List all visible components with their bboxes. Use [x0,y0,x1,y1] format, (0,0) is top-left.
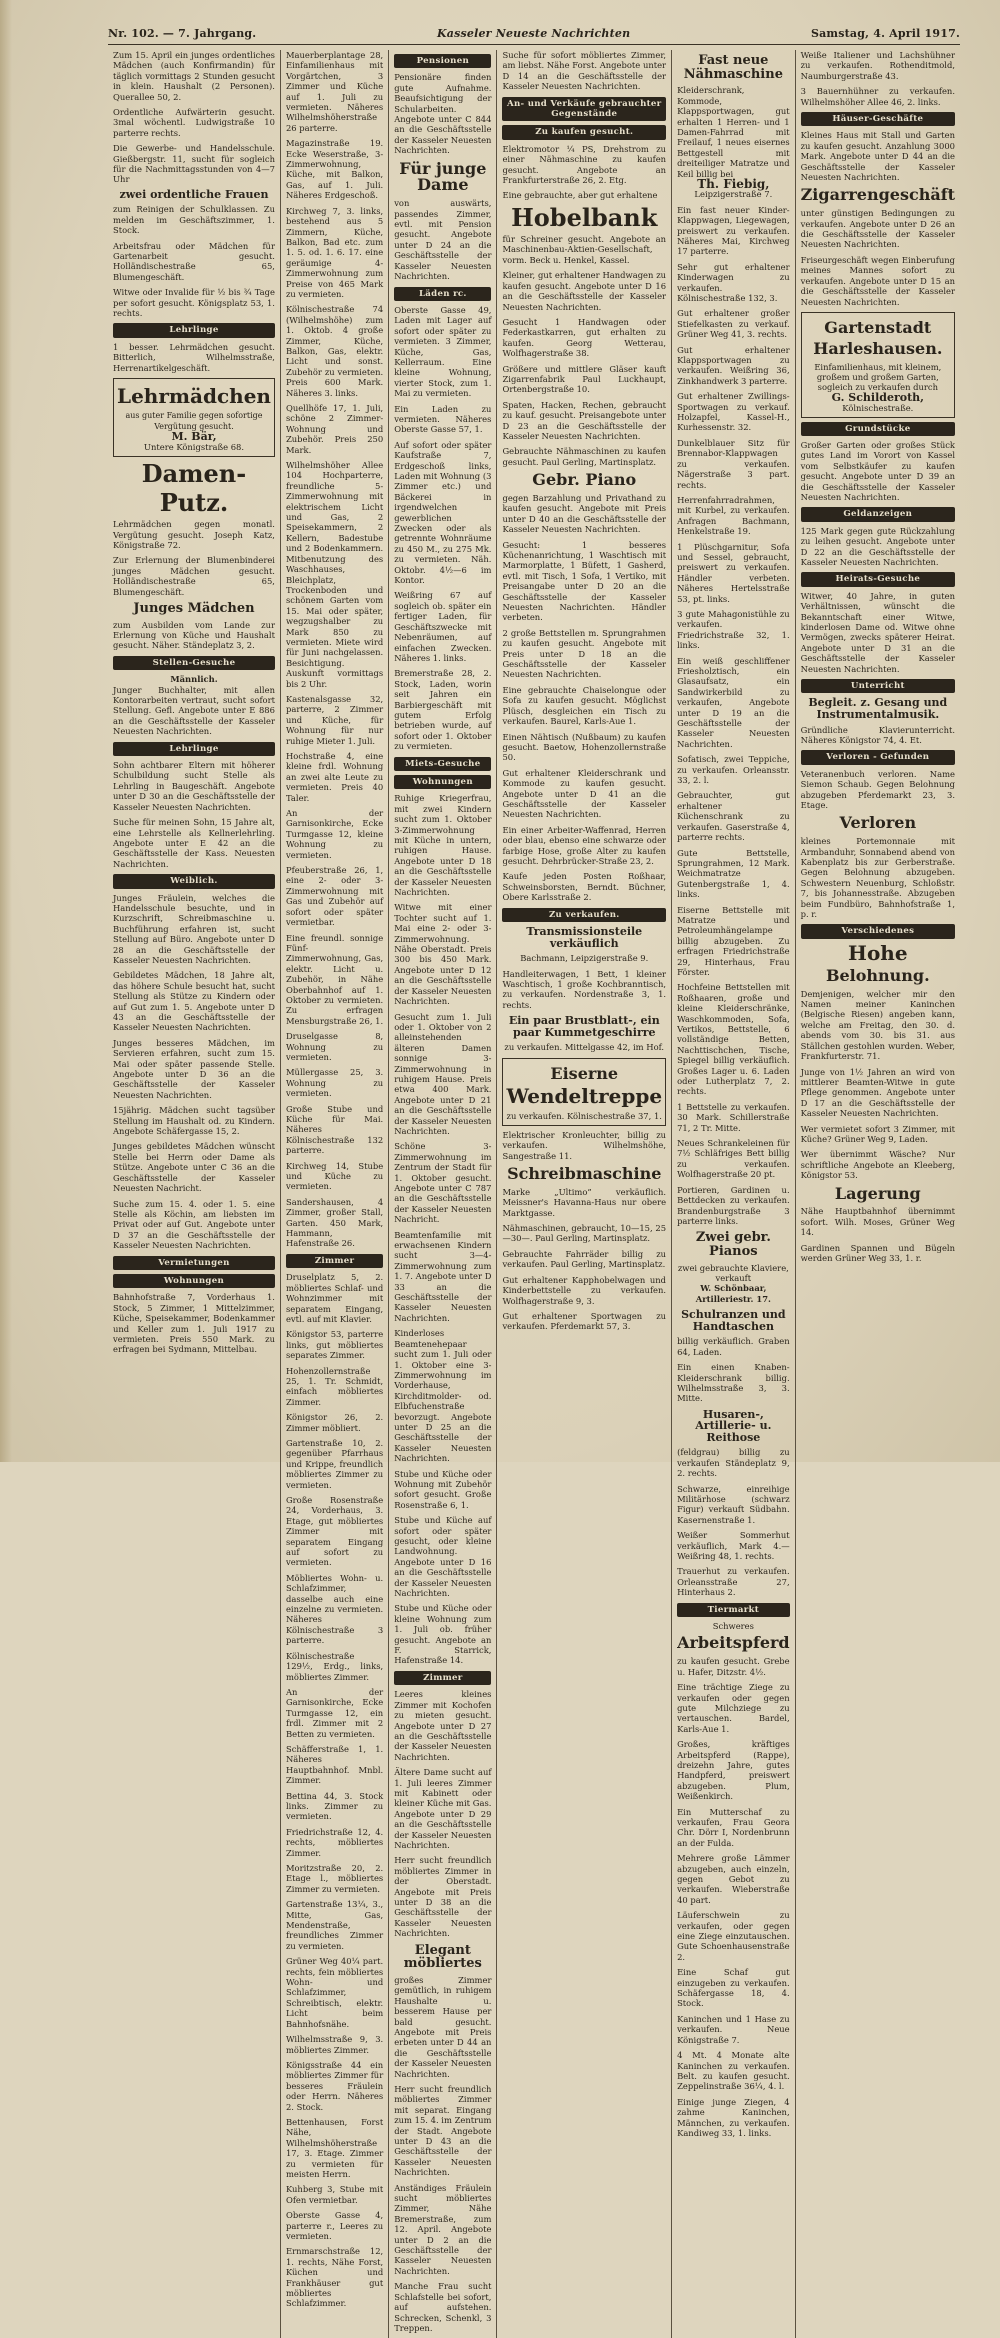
classified-ad: Eine freundl. sonnige Fünf-Zimmerwohnung, Gas, elektr. Licht u. Zubehör, in Nähe Oberbahnhof auf 1. Oktober zu vermieten. Zu erfragen Mensburgstraße 26, 1. [285,932,384,1026]
ad-headline: Lagerung [834,1183,921,1203]
ad-headline: Wendeltreppe [506,1084,663,1109]
ad-headline: zwei ordentliche Frauen [119,187,269,201]
classified-ad: Gartenstraße 13¼, 3., Mitte, Gas, Mendenstraße, freundliches Zimmer zu vermieten. [285,1899,384,1951]
classified-ad: Kirchweg 14, Stube und Küche zu vermieten. [285,1160,384,1192]
classified-ad: Hochstraße 4, eine kleine frdl. Wohnung an zwei alte Leute zu vermieten. Preis 40 Taler. [285,751,384,803]
classified-ad: Bettenhausen, Forst Nähe, Wilhelmshöherstraße 17, 3. Etage. Zimmer zu vermieten für meisten Herrn. [285,2116,384,2179]
column-5 [672,50,796,2338]
classified-ad: Gebrauchte Fahrräder billig zu verkaufen. Paul Gerling, Martinsplatz. [502,1248,667,1270]
classified-ad: Gartenstraße 10, 2. gegenüber Pfarrhaus und Krippe, freundlich möbliertes Zimmer zu vermieten. [285,1437,384,1490]
section-header-lehrlinge: Lehrlinge [113,323,275,337]
ad-headline: Für junge Dame [399,158,487,195]
section-header-geldanzeigen: Geldanzeigen [801,507,955,521]
classified-ad: Suche zum 15. 4. oder 1. 5. eine Stelle als Köchin, am liebsten im Privat oder auf Gut. Angebote unter D 37 an die Geschäftsstelle der Kasseler Neuesten Nachrichten. [113,1198,275,1251]
classified-ad: Ruhige Kriegerfrau, mit zwei Kindern sucht zum 1. Oktober 3-Zimmerwohnung mit Küche in untern, ruhigen Hause. Angebote unter D 18 an die Geschäftsstelle der Kasseler Neuesten Nachrichten. [394,793,492,898]
classified-ad: Gut erhaltener Sportwagen zu verkaufen. Pferdemarkt 57, 3. [502,1310,667,1332]
classified-ad: Läuferschwein zu verkaufen, oder gegen eine Ziege einzutauschen. Gute Schoenhausenstraße 2. [677,1910,790,1962]
ad-headline: Fast neue Nähmaschine [683,53,783,82]
classified-ad: 3 Bauernhühner zu verkaufen. Wilhelmshöher Allee 46, 2. links. [800,86,955,107]
classified-ad-boxed: Lehrmädchen aus guter Familie gegen sofortige Vergütung gesucht. M. Bär, Untere Königstraße 68. [113,378,275,457]
classified-ad: Junges besseres Mädchen, im Servieren erfahren, sucht zum 15. Mai oder später passende Stelle. Angebote unter D 36 an die Geschäftsstelle der Kasseler Neuesten Nachrichten. [113,1037,275,1100]
classified-ad: Schöne 3-Zimmerwohnung im Zentrum der Stadt für 1. Oktober gesucht. Angebote unter C 787 an die Geschäftsstelle der Kasseler Neuesten Nachricht. [394,1141,492,1225]
classified-ad: Lagerung Nähe Hauptbahnhof übernimmt sofort. Wilh. Moses, Grüner Weg 14. [800,1183,955,1238]
classified-ad: Kölnischestraße 74 (Wilhelmshöhe) zum 1. Oktob. 4 große Zimmer, Küche, Balkon, Gas, elektr. Licht und sonst. Zubehör zu vermieten. Preis 600 Mark. Näheres 3. links. [285,304,384,398]
ad-headline: Zwei gebr. Pianos [695,1230,771,1259]
classified-ad: Gute Bettstelle, Sprungrahmen, 12 Mark. Weichmatratze Gutenbergstraße 1, 4. links. [677,847,790,900]
section-header-vermietungen: Vermietungen [113,1256,275,1270]
classified-ad: Gesucht: 1 besseres Küchenanrichtung, 1 Waschtisch mit Marmorplatte, 1 Büfett, 1 Gasherd, evtl. mit Tisch, 1 Sofa, 1 Vertiko, mit Preisangabe unter D 20 an die Geschäftsstelle der Kasseler Neuesten Nachrichten. Händler verbeten. [502,539,667,623]
classified-ad: Ernmarschstraße 12, 1. rechts, Nähe Forst, Küchen und Frankhäuser gut möbliertes Schlafzimmer. [285,2246,384,2309]
classified-ad: Pfeuberstraße 26, 1, eine 2- oder 3-Zimmerwohnung mit Gas und Zubehör auf sofort oder später vermietbar. [285,865,384,928]
classified-ad: Gebildetes Mädchen, 18 Jahre alt, das höhere Schule besucht hat, sucht Stellung als Stütze zu Kindern oder auf Gut zum 1. 5. Angebote unter D 43 an die Geschäftsstelle der Kasseler Neuesten Nachrichten. [113,970,275,1033]
classified-ad: Mehrere große Lämmer abzugeben, auch einzeln, gegen Gebot zu verkaufen. Wieberstraße 40 part. [677,1853,790,1905]
ad-headline: Damen- [141,458,247,488]
classified-ad: Weiße Italiener und Lachshühner zu verkaufen. Rothenditmold, Naumburgerstraße 43. [800,50,955,81]
classified-ad: Ein einen Knaben-Kleiderschrank billig. Wilhelmsstraße 3, 3. Mitte. [677,1362,790,1404]
classified-ad: Suche für sofort möbliertes Zimmer, am liebst. Nähe Forst. Angebote unter D 14 an die Geschäftsstelle der Kasseler Neuesten Nachrichten. [502,50,667,92]
classified-ad: Neues Schrankeleinen für 7½ Schläfriges Bett billig zu verkaufen. Wolfhagerstraße 20 pt. [677,1138,790,1180]
classified-ad: Königsstraße 44 ein möbliertes Zimmer für besseres Fräulein oder Herrn. Näheres 2. Stock. [285,2059,384,2112]
classified-ad: Junger Buchhalter, mit allen Kontorarbeiten vertraut, sucht sofort Stellung. Gefl. Angebote unter E 886 an die Geschäftsstelle der Kasseler Neuesten Nachrichten. [113,684,275,737]
classified-ad: Junges Fräulein, welches die Handelsschule besuchte, und in Kurzschrift, Schreibmaschine u. Buchführung erfahren ist, sucht Stellung auf Büro. Angebote unter D 28 an die Geschäftsstelle der Kasseler Neuesten Nachrichten. [113,892,275,965]
classified-ad: Grüner Weg 40¼ part. rechts, fein möbliertes Wohn- und Schlafzimmer, Schreibtisch, elektr. Licht beim Bahnhofsnähe. [285,1956,384,2029]
classified-ad: Zur Erlernung der Blumenbinderei junges Mädchen gesucht. Holländischestraße 65, Blumengeschäft. [113,555,275,597]
classified-ad: Sofatisch, zwei Teppiche, zu verkaufen. Orleansstr. 33, 2. l. [677,754,790,786]
classified-ad: Beamtenfamilie mit erwachsenen Kindern sucht 3—4-Zimmerwohnung zum 1. 7. Angebote unter D 33 an die Geschäftsstelle der Kasseler Neuesten Nachrichten. [394,1229,492,1323]
classified-ad: Eine gebrauchte Chaiselongue oder Sofa zu kaufen gesucht. Möglichst Plüsch, desgleichen ein Tisch zu verkaufen. Baurel, Karls-Aue 1. [502,684,667,727]
classified-ad: Königstor 26, 2. Zimmer möbliert. [285,1412,384,1433]
classified-ad: Gut erhaltener Kleiderschrank und Kommode zu kaufen gesucht. Angebote unter D 41 an die Geschäftsstelle der Kasseler Neuesten Nachrichten. [502,767,667,820]
classified-ad: Schwarze, einreihige Militärhose (schwarz Figur) verkauft Südbahn. Kasernenstraße 1. [677,1483,790,1525]
classified-ad: Möbliertes Wohn- u. Schlafzimmer, dasselbe auch eine einzelne zu vermieten. Näheres Kölnischestraße 3 parterre. [285,1572,384,1646]
classified-ad: Dunkelblauer Sitz für Brennabor-Klappwagen zu verkaufen. Nägerstraße 3 part. rechts. [677,437,790,490]
classified-ad: Bremerstraße 28, 2. Stock, Laden, worin seit Jahren ein Barbiergeschäft mit gutem Erfolg betrieben wurde, auf sofort oder 1. Oktober zu vermieten. [394,668,492,752]
ad-headline: Elegant möbliertes [403,1942,482,1972]
classified-ad: Ein weiß geschliffener Friesholztisch, ein Glasaufsatz, ein Sandwirkerbild zu verkaufen, Angebote unter D 19 an die Geschäftsstelle der Kasseler Neuesten Nachrichten. [677,655,790,749]
ad-headline: Hobelbank [511,202,658,232]
classified-ad: An der Garnisonkirche, Ecke Turmgasse 12, kleine Wohnung zu vermieten. [285,808,384,860]
classified-ad: Witwe oder Invalide für ½ bis ¾ Tage per sofort gesucht. Königsplatz 53, 1. rechts. [113,287,275,319]
ad-headline: Gartenstadt [824,317,932,337]
classified-ad: Elektromotor ¼ PS, Drehstrom zu einer Nähmaschine zu kaufen gesucht. Angebote an Frankfurterstraße 26, 2. Etg. [502,143,667,186]
classified-ad: Weißer Sommerhut verkäuflich, Mark 4.— Weißring 48, 1. rechts. [677,1530,790,1562]
ad-headline: Hohe [848,940,908,965]
classified-ad-boxed: Eiserne Wendeltreppe zu verkaufen. Kölnischestraße 37, 1. [502,1058,666,1126]
classified-ad: Einen Nähtisch (Nußbaum) zu kaufen gesucht. Baetow, Hohenzollernstraße 50. [502,731,667,763]
ad-headline: Schreibmaschine [507,1164,662,1184]
section-header-an-und-verkaeufe: An- und Verkäufe gebrauchter Gegenstände [502,97,666,122]
issue-number: Nr. 102. — 7. Jahrgang. [108,26,257,40]
classified-ad: Ältere Dame sucht auf 1. Juli leeres Zimmer mit Kabinett oder kleiner Küche mit Gas. Angebote unter D 29 an die Geschäftsstelle der Kasseler Neuesten Nachrichten. [394,1767,492,1850]
section-header-stellen-gesuche: Stellen-Gesuche [113,656,275,670]
classified-ad: Begleit. z. Gesang und Instrumentalmusik. Gründliche Klavierunterricht. Näheres Königstor 74, 4. Et. [800,696,955,745]
classified-ad: Schreibmaschine Marke „Ultimo” verkäuflich. Meissner's Havanna-Haus nur obere Marktgasse. [502,1164,667,1218]
classified-ad: Ein Mutterschaf zu verkaufen, Frau Geora Chr. Dörr I, Nordenbrunn an der Fulda. [677,1806,790,1848]
classified-ad: Elegant möbliertes großes Zimmer gemütlich, in ruhigem Haushalte u. besserem Hause per bald gesucht. Angebote mit Preis erbeten unter D 44 an die Geschäftsstelle der Kasseler Neuesten Nachrichten. [394,1942,492,2079]
classified-ad: Gut erhaltener Klappsportwagen zu verkaufen. Weißring 36, Zinkhandwerk 3 parterre. [677,344,790,386]
column-3 [389,50,497,2338]
classified-ad: Herr sucht freundlich möbliertes Zimmer in der Oberstadt. Angebote mit Preis unter D 38 an die Geschäftsstelle der Kasseler Neuesten Nachrichten. [394,1855,492,1939]
classified-ad: Junges gebildetes Mädchen wünscht Stelle bei Herrn oder Dame als Stütze. Angebote unter C 36 an die Geschäftsstelle der Kasseler Neuesten Nachricht. [113,1141,275,1194]
classified-ad: Schäfferstraße 1, 1. Näheres Hauptbahnhof. Mnbl. Zimmer. [285,1743,384,1786]
classified-ad: 2 große Bettstellen m. Sprungrahmen zu kaufen gesucht. Angebote mit Preis unter D 18 an die Geschäftsstelle der Kasseler Neuesten Nachrichten. [502,627,667,680]
classified-ad: Schulranzen und Handtaschen billig verkäuflich. Graben 64, Laden. [677,1308,790,1357]
classified-ad: Königstor 53, parterre links, gut möbliertes separates Zimmer. [285,1329,384,1361]
masthead [108,22,960,45]
section-header-wohnungen: Wohnungen [113,1274,275,1288]
ad-headline: Begleit. z. Gesang und Instrumentalmusik. [808,696,948,722]
classified-ad: Druselplatz 5, 2. möbliertes Schlaf- und Wohnzimmer mit separatem Eingang, evtl. auf mit Klavier. [285,1272,384,1324]
ad-headline: Eiserne [550,1063,619,1083]
classified-ad: Handleiterwagen, 1 Bett, 1 kleiner Waschtisch, 1 große Kochbranntisch, zu verkaufen. Nordenstraße 3, 1. rechts. [502,968,667,1010]
classified-ad: Hohe Belohnung. Demjenigen, welcher mir den Namen meiner Kaninchen (Belgische Riesen) angeben kann, welche am Freitag, den 30. d. abends vom 30. bis 31. aus Ställchen gestohlen wurden. Weber, Frankfurterstr. 71. [800,940,955,1062]
classified-ad: Weißring 67 auf sogleich ob. später ein fertiger Laden, für Geschäftszwecke mit Nebenräumen, auf einfachen Zwecken. Näheres 1. links. [394,590,492,663]
classified-ad: Junges Mädchen zum Ausbilden vom Lande zur Erlernung von Küche und Haushalt gesucht. Näher. Ständeplatz 3, 2. [113,600,275,651]
classified-ad: Großes, kräftiges Arbeitspferd (Rappe), dreizehn Jahre, gutes Handpferd, preiswert abzugeben. Plum, Weißenkirch. [677,1739,790,1802]
classified-ad: Magazinstraße 19. Ecke Weserstraße, 3-Zimmerwohnung, Küche, mit Balkon, Gas, auf 1. Juli. Näheres Erdgeschoß. [285,138,384,201]
classified-ad: Zigarrengeschäft unter günstigen Bedingungen zu verkaufen. Angebote unter D 26 an die Geschäftsstelle der Kasseler Neuesten Nachrichten. [800,185,955,250]
classified-ad: Oberste Gasse 49, Laden mit Lager auf sofort oder später zu vermieten. 3 Zimmer, Küche, Gas, Kellerraum. Eine kleine Wohnung, vierter Stock, zum 1. Mai zu vermieten. [394,304,492,399]
classified-ad: Kleiner, gut erhaltener Handwagen zu kaufen gesucht. Angebote unter D 16 an die Geschäftsstelle der Kasseler Neuesten Nachrichten. [502,270,667,312]
classified-ad: Sandershausen, 4 Zimmer, großer Stall, Garten. 450 Mark, Hammann, Hafenstraße 26. [285,1196,384,1249]
classified-ad: Quellhöfe 17, 1. Juli, schöne 2 Zimmer-Wohnung und Zubehör. Preis 250 Mark. [285,403,384,455]
column-1 [108,50,281,2338]
classified-ad: Junge von 1½ Jahren an wird von mittlerer Beamten-Witwe in gute Pflege genommen. Angebote unter D 17 an die Geschäftsstelle der Kasseler Neuesten Nachrichten. [800,1066,955,1119]
section-header-lehrlinge-2: Lehrlinge [113,742,275,756]
classified-ad: Bettina 44, 3. Stock links. Zimmer zu vermieten. [285,1790,384,1822]
section-header-weiblich: Weiblich. [113,874,275,888]
column-6 [796,50,960,2338]
classified-ad: Fast neue Nähmaschine Kleiderschrank, Kommode, Klappsportwagen, gut erhalten 1 Herren- und 1 Damen-Fahrrad mit Freilauf, 1 neues eisernes Bettgestell mit dreiteiliger Matratze und Keil billig bei Th. Fiebig, Leipzigerstraße 7. [677,53,790,200]
classified-ad: Hochfeine Bettstellen mit Roßhaaren, große und kleine Kleiderschränke, Waschkommoden, Sofa, Vertikos, Bettstelle, 6 vollständige Betten, Nachttischchen, Tische, Spiegel billig verkäuflich. Großes Lager u. 6. Laden oder Lutherplatz 7, 2. rechts. [677,982,790,1097]
classified-ad: Ein paar Brustblatt-, ein paar Kummetgeschirre zu verkaufen. Mittelgasse 42, im Hof. [504,1014,665,1053]
classified-ad: An der Garnisonkirche, Ecke Turmgasse 12, ein frdl. Zimmer mit 2 Betten zu vermieten. [285,1686,384,1739]
classified-ad: Spaten, Hacken, Rechen, gebraucht zu kauf. gesucht. Preisangebote unter D 23 an die Geschäftsstelle der Kasseler Neuesten Nachrichten. [502,399,667,441]
classified-ad: Husaren-, Artillerie- u. Reithose (feldgrau) billig zu verkaufen Ständeplatz 9, 2. rechts. [677,1407,790,1479]
ad-headline: Zigarrengeschäft [800,185,955,205]
classified-ad: Leeres kleines Zimmer mit Kochofen zu mieten gesucht. Angebote unter D 27 an die Geschäftsstelle der Kasseler Neuesten Nachrichten. [394,1689,492,1762]
section-header-miets-gesuche: Miets-Gesuche [394,757,491,771]
classified-ad: Wilhelmshöher Allee 104 Hochparterre, freundliche 5-Zimmerwohnung mit elektrischem Licht und Gas, 2 Speisekammern, 2 Kellern, Badestube und 2 Bodenkammern. Mitbenutzung des Waschhauses, Bleichplatz, Trockenboden und schönem Garten vom 15. Mai oder später, wegzugshalber zu Mark 850 zu vermieten. Miete wird für Juni nachgelassen. Besichtigung. Auskunft vormittags bis 2 Uhr. [285,460,384,689]
classified-ad: Druselgasse 8, Wohnung zu vermieten. [285,1031,384,1062]
section-header-pensionen: Pensionen [394,54,491,68]
classified-ad: Wer übernimmt Wäsche? Nur schriftliche Angebote an Kleeberg, Königstor 53. [800,1149,955,1181]
classified-ad: Anständiges Fräulein sucht möbliertes Zimmer, Nähe Bremerstraße, zum 12. April. Angebote unter D 2 an die Geschäftsstelle der Kasseler Neuesten Nachrichten. [394,2182,492,2276]
classified-ad: Kastenalsgasse 32, parterre, 2 Zimmer und Küche, für Wohnung für nur ruhige Mieter 1. Juli. [285,693,384,746]
classified-ad: Ein einer Arbeiter-Waffenrad, Herren oder blau, ebenso eine schwarze oder farbige Hose, große Alter zu kaufen gesucht. Dehrbrücker-Straße 23, 2. [502,824,667,866]
classified-ad: Kleines Haus mit Stall und Garten zu kaufen gesucht. Anzahlung 3000 Mark. Angebote unter D 44 an die Geschäftsstelle der Kasseler Neuesten Nachrichten. [800,130,955,183]
ad-headline: Junges Mädchen [133,600,255,616]
section-header-verschiedenes: Verschiedenes [801,924,955,938]
classified-ad: Bahnhofstraße 7, Vorderhaus 1. Stock, 5 Zimmer, 1 Mittelzimmer, Küche, Speisekammer, Bodenkammer und Keller zum 1. Juli 1917 zu vermieten. Preis 550 Mark. zu erfragen bei Sydmann, Mittelbau. [113,1292,275,1355]
section-header-zimmer: Zimmer [286,1254,383,1268]
classified-ad: Großer Garten oder großes Stück gutes Land im Vorort von Kassel vom Selbstkäufer zu kaufen gesucht. Angebote unter D 39 an die Geschäftsstelle der Kasseler Neuesten Nachrichten. [800,439,955,502]
subsection-header: Männlich. [170,674,218,685]
ad-headline: Harleshausen. [813,338,943,358]
classified-ad: Auf sofort oder später Kaufstraße 7, Erdgeschoß links, Laden mit Wohnung (3 Zimmer etc.) und Bäckerei in irgendwelchen gewerblichen Zwecken oder als getrennte Wohnräume zu 450 M., zu 275 Mk. zu vermieten. Näh. Oktobr. 4½—6 im Kontor. [394,439,492,586]
classified-ad: Kaninchen und 1 Hase zu verkaufen. Neue Königstraße 7. [677,2013,790,2045]
classified-ad: Wer vermietet sofort 3 Zimmer, mit Küche? Grüner Weg 9, Laden. [800,1123,955,1144]
classified-ad: 1 Plüschgarnitur, Sofa und Sessel, gebraucht, preiswert zu verkaufen. Händler verbeten. Näheres Hertelsstraße 53, pt. links. [677,541,790,604]
classified-ad: Mauerberplantage 28, Einfamilienhaus mit Vorgärtchen, 3 Zimmer und Küche auf 1. Juli zu vermieten. Näheres Wilhelmshöherstraße 26 parterre. [285,50,384,133]
classified-ad: Witwer, 40 Jahre, in guten Verhältnissen, wünscht die Bekanntschaft einer Witwe, kinderlosen Dame od. Witwe ohne Vermögen, zwecks späterer Heirat. Angebote unter D 31 an die Geschäftsstelle der Kasseler Neuesten Nachrichten. [800,590,955,674]
classified-ad: Gut erhaltener Kapphobelwagen und Kinderbettstelle zu verkaufen. Wolfhagerstraße 9, 3. [502,1274,667,1306]
classified-ad: Veteranenbuch verloren. Name Siemon Schaub. Gegen Belohnung abzugeben Pferdemarkt 23, 3. Etage. [800,768,955,811]
classified-ad: Elektrischer Kronleuchter, billig zu verkaufen. Wilhelmshöhe, Sangestraße 11. [502,1129,667,1161]
classified-ad: Eiserne Bettstelle mit Matratze und Petroleumhängelampe billig abzugeben. Zu erfragen Friedrichstraße 29, Hinterhaus, Frau Förster. [677,904,790,977]
classified-ad: Die Gewerbe- und Handelsschule. Gießbergstr. 11, sucht für sogleich für die Nachmittagsstunden von 4—7 Uhr zwei ordentliche Frauen zum Reinigen der Schulklassen. Zu melden im Geschäftszimmer, 1. Stock. [113,143,275,236]
classified-ad: Eine trächtige Ziege zu verkaufen oder gegen gute Milchziege zu vertauschen. Bardel, Karls-Aue 1. [677,1682,790,1734]
classified-ad: 125 Mark gegen gute Rückzahlung zu leihen gesucht. Angebote unter D 22 an die Geschäftsstelle der Kasseler Neuesten Nachrichten. [800,525,955,568]
section-header-grundstuecke: Grundstücke [801,422,955,436]
classified-ad: Für junge Dame von auswärts, passendes Zimmer, evtl. mit Pension gesucht. Angebote unter D 24 an die Geschäftsstelle der Kasseler Neuesten Nachrichten. [394,158,492,282]
column-4 [497,50,672,2338]
classified-ad: Moritzstraße 20, 2. Etage l., möbliertes Zimmer zu vermieten. [285,1863,384,1894]
classified-ad: Friseurgeschäft wegen Einberufung meines Mannes sofort zu verkaufen. Angebote unter D 15 an die Geschäftsstelle der Kasseler Neuesten Nachrichten. [800,254,955,307]
classified-ad: Gebrauchte Nähmaschinen zu kaufen gesucht. Paul Gerling, Martinsplatz. [502,446,667,467]
classified-ad: Portieren, Gardinen u. Bettdecken zu verkaufen. Brandenburgstraße 3 parterre links. [677,1184,790,1226]
section-header-verloren-gefunden: Verloren - Gefunden [801,750,955,764]
classified-ad: Sehr gut erhaltener Kinderwagen zu verkaufen. Kölnischestraße 132, 3. [677,261,790,303]
classified-ad: Trauerhut zu verkaufen. Orleansstraße 27, Hinterhaus 2. [677,1566,790,1598]
ad-headline: Belohnung. [825,965,930,985]
classified-ad: Stube und Küche oder Wohnung mit Zubehör sofort gesucht. Große Rosenstraße 6, 1. [394,1468,492,1510]
classified-ad: Schweres Arbeitspferd zu kaufen gesucht. Grebe u. Hafer, Ditzstr. 4½. [677,1621,790,1677]
classified-ad: Gardinen Spannen und Bügeln werden Grüner Weg 33, 1. r. [800,1242,955,1263]
classified-ad: Gebr. Piano gegen Barzahlung und Privathand zu kaufen gesucht. Angebote mit Preis unter D 40 an die Geschäftsstelle der Kasseler Neuesten Nachrichten. [502,470,667,535]
ad-headline: Schulranzen und Handtaschen [681,1308,786,1333]
classified-ad: Ein fast neuer Kinder-Klappwagen, Liegewagen, preiswert zu verkaufen. Näheres Mai, Kirchweg 17 parterre. [677,204,790,257]
ad-headline: Putz. [159,487,229,517]
classified-ad: Gut erhaltener großer Stiefelkasten zu verkauf. Grüner Weg 41, 3. rechts. [677,308,790,340]
classified-ad: 1 besser. Lehrmädchen gesucht. Bitterlich, Wilhelmsstraße, Herrenartikelgeschäft. [113,341,275,373]
classified-ad: Zwei gebr. Pianos zwei gebrauchte Klaviere, verkauft W. Schönbaar, Artilleriestr. 17. [677,1230,789,1304]
classified-ad: Hohenzollernstraße 25, 1. Tr. Schmidt, einfach möbliertes Zimmer. [285,1365,384,1407]
classified-ad: 1 Bettstelle zu verkaufen. 30 Mark. Schillerstraße 71, 2 Tr. Mitte. [677,1101,790,1133]
ad-headline: Lehrmädchen [117,384,271,409]
section-header-laeden: Läden rc. [394,287,491,301]
classified-ad: Sohn achtbarer Eltern mit höherer Schulbildung sucht Stelle als Lehrling in Baugeschäft. Angebote unter D 30 an die Geschäftsstelle der Kasseler Neuesten Nachrichten. [113,760,275,812]
classified-ad: Einige junge Ziegen, 4 zahme Kaninchen, Männchen, zu verkaufen. Kandiweg 33, 1. links. [677,2096,790,2138]
classified-ad: Verloren kleines Portemonnaie mit Armbanduhr, Sonnabend abend von Kabenplatz bis zur Gerberstraße. Gegen Belohnung abzugeben. Schwestern Neuenburg, Schloßstr. 7, bis Johannesstraße. Abzugeben beim Fundbüro, Bahnhofstraße 1, p. r. [800,813,955,920]
classified-ad: Suche für meinen Sohn, 15 Jahre alt, eine Lehrstelle als Kellnerlehrling. Angebote unter E 42 an die Geschäftsstelle der Kass. Neuesten Nachrichten. [113,817,275,869]
classified-ad: Damen- Putz. Lehrmädchen gegen monatl. Vergütung gesucht. Joseph Katz, Königstraße 72. [113,458,275,550]
classified-ad: Gesucht zum 1. Juli oder 1. Oktober von 2 alleinstehenden älteren Damen sonnige 3-Zimmerwohnung in ruhigem Hause. Preis etwa 400 Mark. Angebote unter D 21 an die Geschäftsstelle der Kasseler Neuesten Nachrichten. [394,1011,492,1136]
section-header-tiermarkt: Tiermarkt [677,1603,790,1617]
classified-ad: Wilhelmsstraße 9, 3. möbliertes Zimmer. [285,2034,384,2055]
classified-ad: Herr sucht freundlich möbliertes Zimmer mit separat. Eingang zum 15. 4. im Zentrum der Stadt. Angebote unter D 43 an die Geschäftsstelle der Kasseler Neuesten Nachrichten. [394,2083,492,2178]
ad-headline: Gebr. Piano [532,470,637,490]
section-header-wohnungen-2: Wohnungen [394,775,491,789]
section-header-zu-kaufen-gesucht: Zu kaufen gesucht. [502,125,666,139]
section-header-zu-verkaufen: Zu verkaufen. [502,908,666,922]
classified-ad: 3 gute Mahagonistühle zu verkaufen. Friedrichstraße 32, 1. links. [677,608,790,651]
section-header-zimmer-2: Zimmer [394,1671,491,1685]
classified-ad: Stube und Küche oder kleine Wohnung zum 1. Juli ob. früher gesucht. Angebote an F. Starrick, Hafenstraße 14. [394,1603,492,1666]
classified-ad: Gesucht 1 Handwagen oder Federkastkarren, gut erhalten zu kaufen. Georg Wetterau, Wolfhagerstraße 38. [502,316,667,359]
ad-headline: Husaren-, Artillerie- u. Reithose [695,1407,772,1444]
classified-ad: Kölnischestraße 129½, Erdg., links, möbliertes Zimmer. [285,1650,384,1682]
ad-headline: Verloren [839,813,917,833]
classified-ad: Kinderloses Beamtenehepaar sucht zum 1. Juli oder 1. Oktober eine 3-Zimmerwohnung im Vorderhause, Kirchditmolder- od. Elbfuchenstraße bevorzugt. Angebote unter D 25 an die Geschäftsstelle der Kasseler Neuesten Nachrichten. [394,1328,492,1464]
classified-ad: Witwe mit einer Tochter sucht auf 1. Mai eine 2- oder 3-Zimmerwohnung. Nähe Oberstadt. Preis 300 bis 450 Mark. Angebote unter D 12 an die Geschäftsstelle der Kasseler Neuesten Nachrichten. [394,902,492,1007]
classified-columns [108,50,960,2333]
classified-ad: Eine gebrauchte, aber gut erhaltene Hobelbank für Schreiner gesucht. Angebote an Maschinenbau-Aktien-Gesellschaft, vorm. Beck u. Henkel, Kassel. [502,190,667,265]
classified-ad: Große Stube und Küche für Mai. Näheres Kölnischestraße 132 parterre. [285,1103,384,1156]
classified-ad: Gebrauchter, gut erhaltener Küchenschrank zu verkaufen. Gaserstraße 4, parterre rechts. [677,790,790,843]
classified-ad: Arbeitsfrau oder Mädchen für Gartenarbeit gesucht. Holländischestraße 65, Blumengeschäft. [113,240,275,282]
column-2 [281,50,389,2338]
ad-headline: Arbeitspferd [677,1633,790,1653]
section-header-unterricht: Unterricht [801,679,955,693]
classified-ad: Transmissionsteile verkäuflich Bachmann, Leipzigerstraße 9. [502,926,666,964]
classified-ad: Stube und Küche auf sofort oder später gesucht, oder kleine Landwohnung. Angebote unter D 16 an die Geschäftsstelle der Kasseler Neuesten Nachrichten. [394,1515,492,1599]
issue-date: Samstag, 4. April 1917. [810,26,960,40]
classified-ad: Zum 15. April ein junges ordentliches Mädchen (auch Konfirmandin) für täglich vormittags 2 Stunden gesucht in klein. Haushalt (2 Personen). Querallee 50, 2. [113,50,275,102]
classified-ad: Herrenfahrradrahmen, mit Kurbel, zu verkaufen. Anfragen Bachmann, Henkelstraße 19. [677,494,790,537]
classified-ad: Müllergasse 25, 3. Wohnung zu vermieten. [285,1067,384,1099]
ad-headline: Ein paar Brustblatt-, ein paar Kummetgeschirre [508,1014,660,1039]
classified-ad: Oberste Gasse 4, parterre r., Leeres zu vermieten. [285,2210,384,2241]
classified-ad: Kuhberg 3, Stube mit Ofen vermietbar. [285,2184,384,2205]
ad-headline: Transmissionsteile verkäuflich [526,925,643,950]
classified-ad: Große Rosenstraße 24, Vorderhaus, 3. Etage, gut möbliertes Zimmer mit separatem Eingang auf sofort zu vermieten. [285,1495,384,1568]
classified-ad: Größere und mittlere Gläser kauft Zigarrenfabrik Paul Luckhaupt, Ortenbergstraße 10. [502,363,667,395]
section-header-heirats-gesuche: Heirats-Gesuche [801,572,955,586]
classified-ad-boxed: Gartenstadt Harleshausen. Einfamilienhaus, mit kleinem, großem und großem Garten, sogleich zu verkaufen durch G. Schilderoth, Kölnischestraße. [801,312,955,418]
classified-ad: Nähmaschinen, gebraucht, 10—15, 25—30—. Paul Gerling, Martinsplatz. [502,1223,667,1244]
classified-ad: 4 Mt. 4 Monate alte Kaninchen zu verkaufen. Belt. zu kaufen gesucht. Zeppelinstraße 36¼, 4. l. [677,2050,790,2092]
classified-ad: Gut erhaltener Zwillings-Sportwagen zu verkauf. Holzapfel, Kassel-H., Kurhessenstr. 32. [677,391,790,433]
classified-ad: 15jährig. Mädchen sucht tagsüber Stellung im Haushalt od. zu Kindern. Angebote Schäfergasse 15, 2. [113,1105,275,1137]
classified-ad: Kirchweg 7, 3. links, bestehend aus 5 Zimmern, Küche, Balkon, Bad etc. zum 1. 5. od. 1. 6. 17. eine geräumige 4-Zimmerwohnung zum Preise von 465 Mark zu vermieten. [285,205,384,299]
classified-ad: Manche Frau sucht Schlafstelle bei sofort, auf aufstehen. Schrecken, Schenkl, 3 Treppen. [394,2281,492,2333]
section-header-haeuser-geschaefte: Häuser-Geschäfte [801,112,955,126]
classified-ad: Ordentliche Aufwärterin gesucht. 3mal wöchentl. Ludwigstraße 10 parterre rechts. [113,107,275,138]
classified-ad: Friedrichstraße 12, 4. rechts, möbliertes Zimmer. [285,1826,384,1858]
classified-ad: Pensionäre finden gute Aufnahme. Beaufsichtigung der Schularbeiten. Angebote unter C 844 an die Geschäftsstelle der Kasseler Neuesten Nachrichten. [394,72,492,156]
newspaper-title: Kasseler Neueste Nachrichten [437,26,631,40]
classified-ad: Eine Schaf gut einzugeben zu verkaufen. Schäfergasse 18, 4. Stock. [677,1967,790,2009]
classified-ad: Ein Laden zu vermieten. Näheres Oberste Gasse 57, 1. [394,403,492,435]
classified-ad: Kaufe jeden Posten Roßhaar, Schweinsborsten, Berndt. Büchner, Obere Karlsstraße 2. [502,871,667,903]
